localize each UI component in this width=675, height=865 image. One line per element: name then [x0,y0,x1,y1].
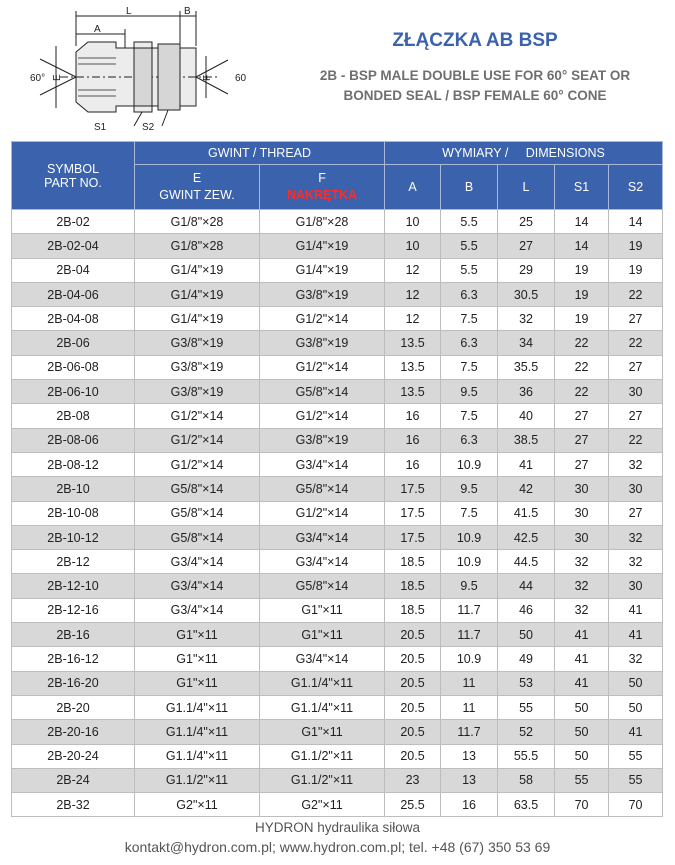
table-row [12,331,663,355]
cell-thread-f: G3/8"×19 [260,331,385,355]
cell-a: 20.5 [385,720,441,744]
table-row [12,428,663,452]
cell-b: 7.5 [441,307,498,331]
cell-thread-e: G1/2"×14 [135,404,260,428]
cell-symbol: 2B-10 [12,477,135,501]
cell-s2: 27 [609,307,663,331]
cell-l: 41 [498,452,555,476]
fitting-drawing [30,4,265,134]
label-S1: S1 [94,122,107,133]
f-header-line1: F [318,171,326,185]
table-row [12,380,663,404]
cell-l: 35.5 [498,355,555,379]
cell-symbol: 2B-04-08 [12,307,135,331]
f-header [260,165,385,210]
cell-thread-f: G5/8"×14 [260,380,385,404]
cell-symbol: 2B-04-06 [12,282,135,306]
cell-a: 13.5 [385,355,441,379]
cell-s1: 14 [555,210,609,234]
cell-thread-f: G1"×11 [260,598,385,622]
cell-thread-f: G3/4"×14 [260,647,385,671]
cell-symbol: 2B-10-12 [12,525,135,549]
table-row [12,477,663,501]
cell-a: 20.5 [385,744,441,768]
cell-symbol: 2B-10-08 [12,501,135,525]
cell-b: 11.7 [441,623,498,647]
cell-thread-f: G1.1/4"×11 [260,695,385,719]
table-row [12,307,663,331]
cell-thread-f: G1/4"×19 [260,234,385,258]
cell-s1: 32 [555,598,609,622]
cell-s2: 22 [609,282,663,306]
table-row [12,282,663,306]
cell-thread-f: G3/8"×19 [260,428,385,452]
cell-a: 17.5 [385,501,441,525]
cell-thread-f: G1/2"×14 [260,355,385,379]
table-body [12,210,663,817]
cell-thread-f: G1/4"×19 [260,258,385,282]
cell-b: 5.5 [441,234,498,258]
cell-symbol: 2B-16-20 [12,671,135,695]
cell-thread-f: G1"×11 [260,720,385,744]
cell-thread-f: G1/8"×28 [260,210,385,234]
cell-thread-e: G1.1/4"×11 [135,695,260,719]
cell-thread-f: G1.1/2"×11 [260,744,385,768]
cell-a: 12 [385,282,441,306]
cell-b: 13 [441,768,498,792]
table-row [12,210,663,234]
cell-l: 34 [498,331,555,355]
cell-s2: 22 [609,428,663,452]
cell-l: 41.5 [498,501,555,525]
cell-symbol: 2B-20-16 [12,720,135,744]
table-row [12,793,663,817]
table-row [12,452,663,476]
table-row [12,574,663,598]
cell-a: 13.5 [385,380,441,404]
cell-b: 9.5 [441,574,498,598]
cell-thread-e: G1/8"×28 [135,234,260,258]
cell-a: 10 [385,234,441,258]
cell-a: 20.5 [385,623,441,647]
cell-s1: 32 [555,574,609,598]
cell-s2: 41 [609,623,663,647]
cell-b: 5.5 [441,210,498,234]
cell-thread-f: G3/4"×14 [260,452,385,476]
label-S2: S2 [142,122,155,133]
cell-thread-e: G1/4"×19 [135,258,260,282]
cell-s1: 30 [555,501,609,525]
label-L: L [126,6,132,17]
cell-a: 20.5 [385,647,441,671]
cell-s2: 32 [609,647,663,671]
cell-l: 42 [498,477,555,501]
cell-l: 44 [498,574,555,598]
cell-s1: 27 [555,404,609,428]
table-row [12,671,663,695]
cell-symbol: 2B-12 [12,550,135,574]
cell-symbol: 2B-08-06 [12,428,135,452]
cell-s1: 50 [555,720,609,744]
cell-s1: 22 [555,380,609,404]
cell-thread-f: G1/2"×14 [260,404,385,428]
cell-b: 13 [441,744,498,768]
cell-a: 20.5 [385,671,441,695]
cell-thread-e: G1/2"×14 [135,452,260,476]
table-row [12,258,663,282]
subtitle-line-1: 2B - BSP MALE DOUBLE USE FOR 60° SEAT OR [319,68,631,83]
cell-a: 16 [385,404,441,428]
cell-b: 11 [441,671,498,695]
cell-symbol: 2B-12-10 [12,574,135,598]
cell-l: 63.5 [498,793,555,817]
thread-header: GWINT / THREAD [135,142,385,165]
cell-thread-e: G5/8"×14 [135,525,260,549]
footer-company: HYDRON hydraulika siłowa [254,820,421,835]
cell-b: 11.7 [441,720,498,744]
page-title: ZŁĄCZKA AB BSP [392,30,558,51]
e-header [135,165,260,210]
cell-s2: 14 [609,210,663,234]
cell-s2: 19 [609,234,663,258]
cell-b: 10.9 [441,550,498,574]
cell-s1: 14 [555,234,609,258]
cell-thread-f: G1"×11 [260,623,385,647]
cell-l: 44.5 [498,550,555,574]
cell-s1: 22 [555,331,609,355]
cell-l: 53 [498,671,555,695]
cell-l: 49 [498,647,555,671]
cell-symbol: 2B-06 [12,331,135,355]
cell-thread-f: G3/8"×19 [260,282,385,306]
cell-s2: 22 [609,331,663,355]
cell-s1: 41 [555,647,609,671]
table-row [12,647,663,671]
cell-b: 10.9 [441,647,498,671]
cell-symbol: 2B-02-04 [12,234,135,258]
cell-s2: 32 [609,550,663,574]
table-row [12,695,663,719]
cell-b: 11 [441,695,498,719]
cell-l: 50 [498,623,555,647]
cell-b: 6.3 [441,282,498,306]
cell-thread-e: G1.1/4"×11 [135,720,260,744]
cell-s2: 41 [609,598,663,622]
cell-thread-e: G1.1/4"×11 [135,744,260,768]
cell-s1: 32 [555,550,609,574]
cell-symbol: 2B-04 [12,258,135,282]
cell-s1: 55 [555,768,609,792]
cell-l: 30.5 [498,282,555,306]
cell-b: 5.5 [441,258,498,282]
cell-thread-e: G1"×11 [135,671,260,695]
label-B: B [184,6,191,17]
cell-a: 17.5 [385,525,441,549]
cell-l: 58 [498,768,555,792]
cell-s2: 27 [609,501,663,525]
cell-b: 7.5 [441,501,498,525]
col-header-s1: S1 [555,165,609,210]
cell-thread-f: G3/4"×14 [260,525,385,549]
cell-s2: 55 [609,744,663,768]
table-row [12,234,663,258]
cell-s2: 19 [609,258,663,282]
cell-l: 27 [498,234,555,258]
cell-l: 46 [498,598,555,622]
cell-symbol: 2B-32 [12,793,135,817]
cell-thread-e: G2"×11 [135,793,260,817]
cell-a: 23 [385,768,441,792]
dimensions-header: WYMIARY / DIMENSIONS [385,142,663,165]
cell-symbol: 2B-16 [12,623,135,647]
cell-s1: 50 [555,695,609,719]
cell-b: 9.5 [441,477,498,501]
cell-symbol: 2B-08 [12,404,135,428]
cell-s2: 41 [609,720,663,744]
cell-thread-f: G1/2"×14 [260,501,385,525]
table-row [12,768,663,792]
cell-a: 12 [385,258,441,282]
cell-s1: 41 [555,671,609,695]
e-header-line2: GWINT ZEW. [159,188,235,202]
cell-s1: 19 [555,307,609,331]
cell-l: 29 [498,258,555,282]
table-row [12,744,663,768]
col-header-l: L [498,165,555,210]
cell-a: 16 [385,452,441,476]
cell-thread-f: G2"×11 [260,793,385,817]
cell-symbol: 2B-16-12 [12,647,135,671]
f-header-line2: NAKRĘTKA [286,188,358,202]
cell-b: 11.7 [441,598,498,622]
cell-b: 10.9 [441,452,498,476]
cell-thread-e: G1.1/2"×11 [135,768,260,792]
cell-s2: 32 [609,452,663,476]
cell-b: 7.5 [441,355,498,379]
cell-s2: 50 [609,671,663,695]
label-angle-left: 60° [30,73,46,84]
cell-thread-e: G3/4"×14 [135,550,260,574]
cell-b: 6.3 [441,428,498,452]
cell-s1: 27 [555,452,609,476]
cell-s1: 50 [555,744,609,768]
cell-s2: 32 [609,525,663,549]
cell-s1: 41 [555,623,609,647]
symbol-header-line2: PART NO. [44,175,102,190]
cell-b: 10.9 [441,525,498,549]
cell-l: 42.5 [498,525,555,549]
cell-thread-e: G5/8"×14 [135,477,260,501]
cell-l: 55 [498,695,555,719]
cell-thread-e: G1"×11 [135,623,260,647]
cell-s2: 27 [609,404,663,428]
cell-a: 18.5 [385,598,441,622]
cell-thread-e: G1/4"×19 [135,282,260,306]
table-row [12,720,663,744]
table-row [12,355,663,379]
cell-s2: 70 [609,793,663,817]
cell-a: 18.5 [385,574,441,598]
cell-a: 13.5 [385,331,441,355]
cell-l: 40 [498,404,555,428]
cell-thread-e: G3/8"×19 [135,355,260,379]
cell-thread-e: G5/8"×14 [135,501,260,525]
cell-b: 7.5 [441,404,498,428]
cell-thread-f: G1.1/4"×11 [260,671,385,695]
cell-s2: 55 [609,768,663,792]
label-E: E [52,74,63,81]
dimensions-table [11,141,663,817]
cell-symbol: 2B-20-24 [12,744,135,768]
cell-symbol: 2B-20 [12,695,135,719]
cell-s1: 70 [555,793,609,817]
page-subtitle [290,66,660,106]
e-header-line1: E [192,171,202,185]
cell-thread-e: G1"×11 [135,647,260,671]
cell-thread-e: G3/4"×14 [135,574,260,598]
cell-thread-e: G1/8"×28 [135,210,260,234]
table-row [12,501,663,525]
cell-l: 38.5 [498,428,555,452]
cell-a: 16 [385,428,441,452]
cell-s1: 22 [555,355,609,379]
cell-l: 25 [498,210,555,234]
cell-s2: 30 [609,477,663,501]
cell-s1: 30 [555,525,609,549]
cell-thread-e: G1/2"×14 [135,428,260,452]
cell-symbol: 2B-06-08 [12,355,135,379]
cell-symbol: 2B-12-16 [12,598,135,622]
table-row [12,550,663,574]
cell-s2: 27 [609,355,663,379]
cell-a: 10 [385,210,441,234]
label-A: A [94,24,101,35]
col-header-s2: S2 [609,165,663,210]
cell-s1: 27 [555,428,609,452]
cell-thread-e: G1/4"×19 [135,307,260,331]
table-row [12,525,663,549]
cell-symbol: 2B-24 [12,768,135,792]
cell-thread-f: G1/2"×14 [260,307,385,331]
footer-contact: kontakt@hydron.com.pl; www.hydron.com.pl; tel. +48 (67) 350 53 69 [124,839,551,855]
label-F: F [202,74,213,81]
cell-thread-e: G3/4"×14 [135,598,260,622]
cell-symbol: 2B-02 [12,210,135,234]
cell-l: 36 [498,380,555,404]
cell-symbol: 2B-08-12 [12,452,135,476]
cell-l: 55.5 [498,744,555,768]
cell-a: 20.5 [385,695,441,719]
col-header-a: A [385,165,441,210]
cell-a: 17.5 [385,477,441,501]
label-angle-right: 60 [235,73,247,84]
cell-s2: 30 [609,574,663,598]
cell-thread-e: G3/8"×19 [135,380,260,404]
cell-b: 6.3 [441,331,498,355]
cell-a: 12 [385,307,441,331]
cell-l: 32 [498,307,555,331]
cell-thread-f: G1.1/2"×11 [260,768,385,792]
cell-s2: 30 [609,380,663,404]
cell-l: 52 [498,720,555,744]
cell-b: 16 [441,793,498,817]
symbol-header-line1: SYMBOL [46,161,100,176]
cell-thread-e: G3/8"×19 [135,331,260,355]
col-header-b: B [441,165,498,210]
table-row [12,598,663,622]
cell-symbol: 2B-06-10 [12,380,135,404]
cell-thread-f: G5/8"×14 [260,477,385,501]
subtitle-line-2: BONDED SEAL / BSP FEMALE 60° CONE [343,88,607,103]
table-row [12,623,663,647]
cell-a: 18.5 [385,550,441,574]
cell-thread-f: G3/4"×14 [260,550,385,574]
cell-s1: 19 [555,258,609,282]
cell-thread-f: G5/8"×14 [260,574,385,598]
symbol-header [12,142,135,210]
cell-b: 9.5 [441,380,498,404]
cell-s1: 19 [555,282,609,306]
table-row [12,404,663,428]
cell-s2: 50 [609,695,663,719]
cell-s1: 30 [555,477,609,501]
cell-a: 25.5 [385,793,441,817]
